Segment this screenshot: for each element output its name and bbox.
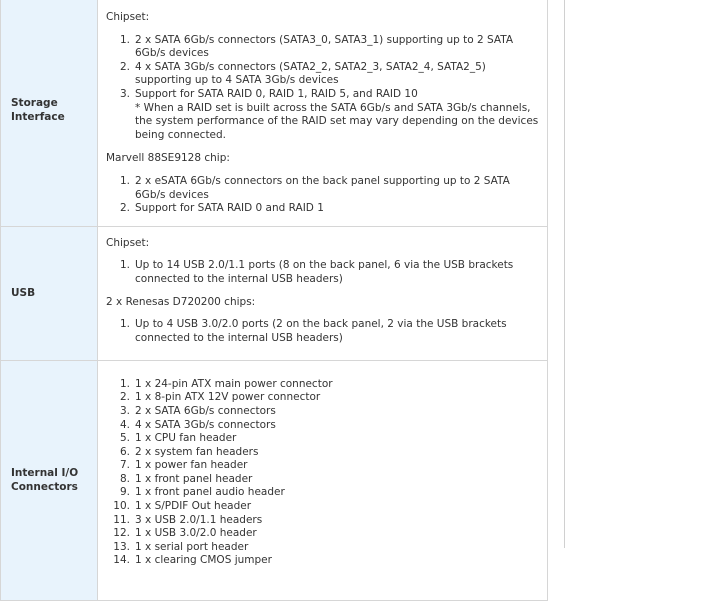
usb-label: USB bbox=[11, 287, 36, 300]
list-item: 1. Up to 14 USB 2.0/1.1 ports (8 on the back panel, 6 via the USB brackets connected to the internal USB headers) bbox=[119, 259, 514, 285]
list-item: 14. 1 x clearing CMOS jumper bbox=[113, 554, 272, 567]
usb-chipset-list bbox=[106, 259, 539, 286]
list-item: 9. 1 x front panel audio header bbox=[119, 486, 285, 499]
list-item: 1. 2 x eSATA 6Gb/s connectors on the back panel supporting up to 2 SATA 6Gb/s devices bbox=[119, 174, 510, 201]
list-item: 13. 1 x serial port header bbox=[113, 540, 249, 553]
internal-io-label-line2: Connectors bbox=[11, 481, 78, 494]
list-item: 6. 2 x system fan headers bbox=[119, 445, 259, 458]
internal-io-list bbox=[106, 378, 539, 568]
list-item: 2. 4 x SATA 3Gb/s connectors (SATA2_2, SATA2_3, SATA2_4, SATA2_5) supporting up to 4 SATA 3Gb/s devices bbox=[119, 60, 486, 87]
usb-label-cell bbox=[1, 226, 98, 360]
storage-chipset-list bbox=[106, 34, 539, 102]
renesas-intro: 2 x Renesas D720200 chips: bbox=[106, 295, 256, 308]
list-item: 1. 2 x SATA 6Gb/s connectors (SATA3_0, SATA3_1) supporting up to 2 SATA 6Gb/s devices bbox=[119, 33, 514, 60]
storage-chipset-intro: Chipset: bbox=[106, 11, 150, 23]
marvell-intro: Marvell 88SE9128 chip: bbox=[106, 152, 230, 165]
list-item: 4. 4 x SATA 3Gb/s connectors bbox=[119, 418, 276, 431]
storage-row bbox=[1, 0, 548, 226]
usb-content bbox=[98, 226, 548, 360]
raid-note: * When a RAID set is built across the SATA 6Gb/s and SATA 3Gb/s channels, the system performance of the RAID set may vary depending on the devices being connected. bbox=[135, 101, 539, 141]
list-item: 2. Support for SATA RAID 0 and RAID 1 bbox=[119, 202, 324, 215]
list-item: 11. 3 x USB 2.0/1.1 headers bbox=[113, 513, 263, 526]
storage-label-line1: Storage bbox=[11, 97, 58, 110]
list-item: 5. 1 x CPU fan header bbox=[119, 432, 237, 445]
internal-io-label-line1: Internal I/O bbox=[11, 467, 79, 480]
list-item: 8. 1 x front panel header bbox=[119, 472, 253, 485]
usb-chipset-intro: Chipset: bbox=[106, 236, 150, 249]
list-item: 12. 1 x USB 3.0/2.0 header bbox=[113, 527, 257, 540]
page-right-divider bbox=[564, 0, 565, 548]
internal-io-label-cell bbox=[1, 360, 98, 600]
list-item: 10. 1 x S/PDIF Out header bbox=[113, 500, 252, 513]
storage-label-cell bbox=[1, 0, 98, 226]
storage-content bbox=[98, 0, 548, 226]
list-item: 1. 1 x 24-pin ATX main power connector bbox=[119, 377, 333, 390]
usb-row bbox=[1, 226, 548, 360]
list-item: 3. 2 x SATA 6Gb/s connectors bbox=[119, 404, 276, 417]
renesas-list bbox=[106, 318, 539, 345]
marvell-list bbox=[106, 175, 539, 216]
list-item: 1. Up to 4 USB 3.0/2.0 ports (2 on the back panel, 2 via the USB brackets connected to the internal USB headers) bbox=[119, 318, 507, 344]
internal-io-row bbox=[1, 360, 548, 600]
list-item: 3. Support for SATA RAID 0, RAID 1, RAID 5, and RAID 10 bbox=[119, 87, 418, 100]
list-item: 7. 1 x power fan header bbox=[119, 459, 248, 472]
list-item: 2. 1 x 8-pin ATX 12V power connector bbox=[119, 391, 321, 404]
internal-io-content bbox=[98, 360, 548, 600]
storage-label-line2: Interface bbox=[11, 111, 65, 124]
